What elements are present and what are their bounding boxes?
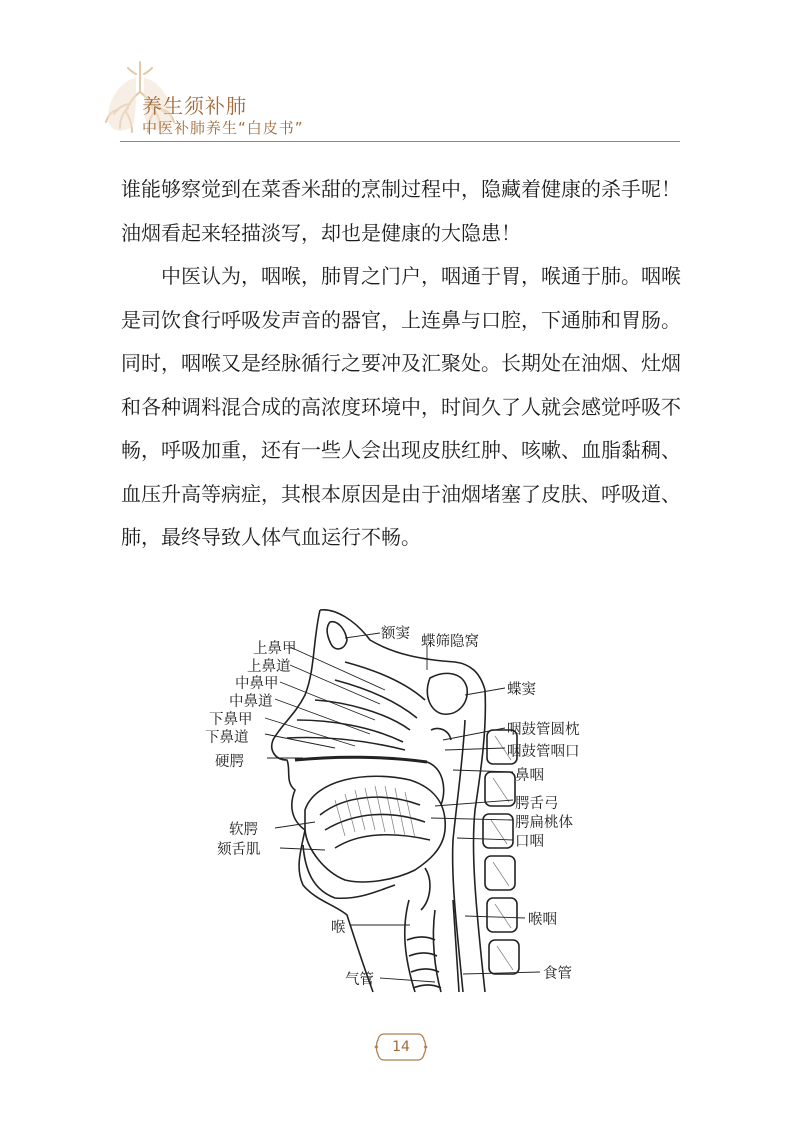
page-header (0, 0, 800, 150)
label-palatine-tonsil: 腭扁桃体 (515, 815, 573, 831)
pharynx-anatomy-figure (195, 600, 615, 1000)
label-middle-meatus: 中鼻道 (229, 694, 273, 710)
label-inferior-meatus: 下鼻道 (205, 730, 249, 746)
label-larynx: 喉 (331, 920, 346, 936)
label-laryngopharynx: 喉咽 (528, 912, 557, 928)
label-hard-palate: 硬腭 (215, 754, 244, 770)
label-pharyngeal-opening-auditory-tube: 咽鼓管咽口 (507, 744, 580, 760)
label-superior-concha: 上鼻甲 (253, 641, 297, 657)
label-middle-concha: 中鼻甲 (235, 676, 279, 692)
label-inferior-concha: 下鼻甲 (209, 712, 253, 728)
paragraph-1: 谁能够察觉到在菜香米甜的烹制过程中，隐藏着健康的杀手呢！油烟看起来轻描淡写，却也是健康的大隐患！ (121, 177, 681, 245)
label-palatoglossal-arch: 腭舌弓 (515, 796, 559, 812)
label-frontal-sinus: 额窦 (381, 626, 410, 642)
label-torus-tubarius: 咽鼓管圆枕 (507, 722, 580, 738)
header-divider (120, 141, 680, 142)
paragraph-2: 中医认为，咽喉，肺胃之门户，咽通于胃，喉通于肺。咽喉是司饮食行呼吸发声音的器官，上连鼻与口腔，下通肺和胃肠。同时，咽喉又是经脉循行之要冲及汇聚处。长期处在油烟、灶烟和各种调料混合成的高浓度环境中，时间久了人就会感觉呼吸不畅，呼吸加重，还有一些人会出现皮肤红肿、咳嗽、血脂黏稠、血压升高等病症，其根本原因是由于油烟堵塞了皮肤、呼吸道、肺，最终导致人体气血运行不畅。 (121, 264, 681, 549)
label-esophagus: 食管 (543, 966, 572, 982)
label-superior-meatus: 上鼻道 (247, 659, 291, 675)
label-genioglossus: 颏舌肌 (217, 842, 261, 858)
label-sphenoid-sinus: 蝶窦 (507, 682, 536, 698)
label-sphenoethmoidal-recess: 蝶筛隐窝 (421, 634, 479, 650)
page-number: 14 (392, 1039, 410, 1055)
page-number-badge (374, 1030, 428, 1064)
book-subtitle: 中医补肺养生“白皮书” (142, 119, 304, 137)
book-title: 养生须补肺 (142, 94, 247, 118)
label-oropharynx: 口咽 (515, 834, 544, 850)
body-text (121, 168, 681, 560)
label-nasopharynx: 鼻咽 (515, 768, 544, 784)
label-soft-palate: 软腭 (229, 822, 258, 838)
label-trachea: 气管 (345, 972, 374, 988)
